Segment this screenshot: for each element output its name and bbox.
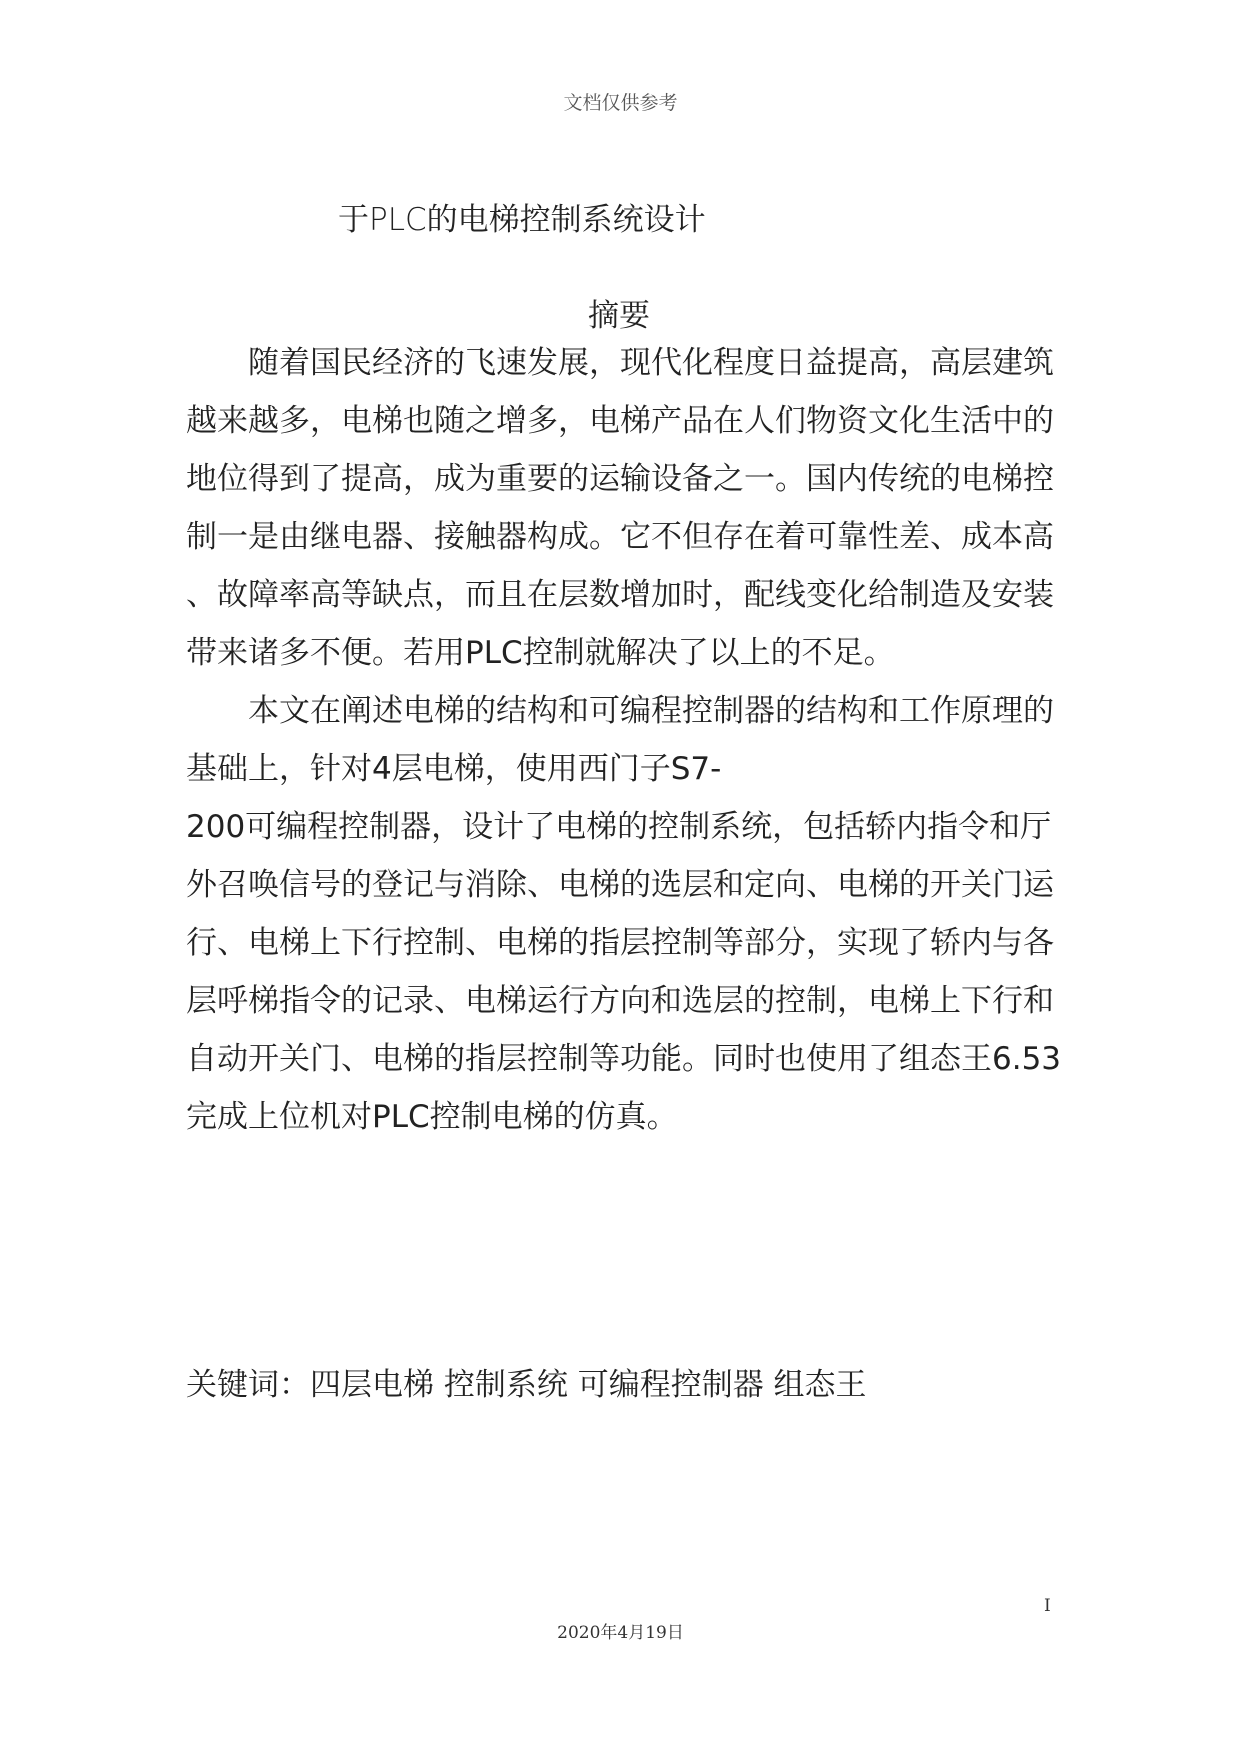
document-title: 于PLC的电梯控制系统设计 <box>338 202 706 238</box>
paragraph-line: 带来诸多不便。若用PLC控制就解决了以上的不足。 <box>186 635 895 671</box>
paragraph-line: 自动开关门、电梯的指层控制等功能。同时也使用了组态王6.53 <box>186 1041 1062 1077</box>
paragraph-line: 外召唤信号的登记与消除、电梯的选层和定向、电梯的开关门运 <box>186 867 1054 903</box>
paragraph-line: 随着国民经济的飞速发展，现代化程度日益提高，高层建筑 <box>248 345 1054 381</box>
page-number: I <box>1044 1596 1051 1616</box>
paragraph-line: 完成上位机对PLC控制电梯的仿真。 <box>186 1099 678 1135</box>
paragraph-line: 制一是由继电器、接触器构成。它不但存在着可靠性差、成本高 <box>186 519 1054 555</box>
paragraph-line: 行、电梯上下行控制、电梯的指层控制等部分，实现了轿内与各 <box>186 925 1054 961</box>
paragraph-line: 200可编程控制器，设计了电梯的控制系统，包括轿内指令和厅 <box>186 809 1052 845</box>
paragraph-line: 层呼梯指令的记录、电梯运行方向和选层的控制，电梯上下行和 <box>186 983 1054 1019</box>
paragraph-line: 地位得到了提高，成为重要的运输设备之一。国内传统的电梯控 <box>186 461 1054 497</box>
abstract-heading: 摘要 <box>588 298 650 334</box>
keywords-line: 关键词：四层电梯 控制系统 可编程控制器 组态王 <box>186 1367 867 1403</box>
paragraph-line: 、故障率高等缺点，而且在层数增加时，配线变化给制造及安装 <box>186 577 1054 613</box>
footer-date: 2020年4月19日 <box>557 1623 684 1643</box>
paragraph-line: 基础上，针对4层电梯，使用西门子S7- <box>186 751 722 787</box>
paragraph-line: 本文在阐述电梯的结构和可编程控制器的结构和工作原理的 <box>248 693 1054 729</box>
header-note: 文档仅供参考 <box>563 92 678 114</box>
paragraph-line: 越来越多，电梯也随之增多，电梯产品在人们物资文化生活中的 <box>186 403 1054 439</box>
